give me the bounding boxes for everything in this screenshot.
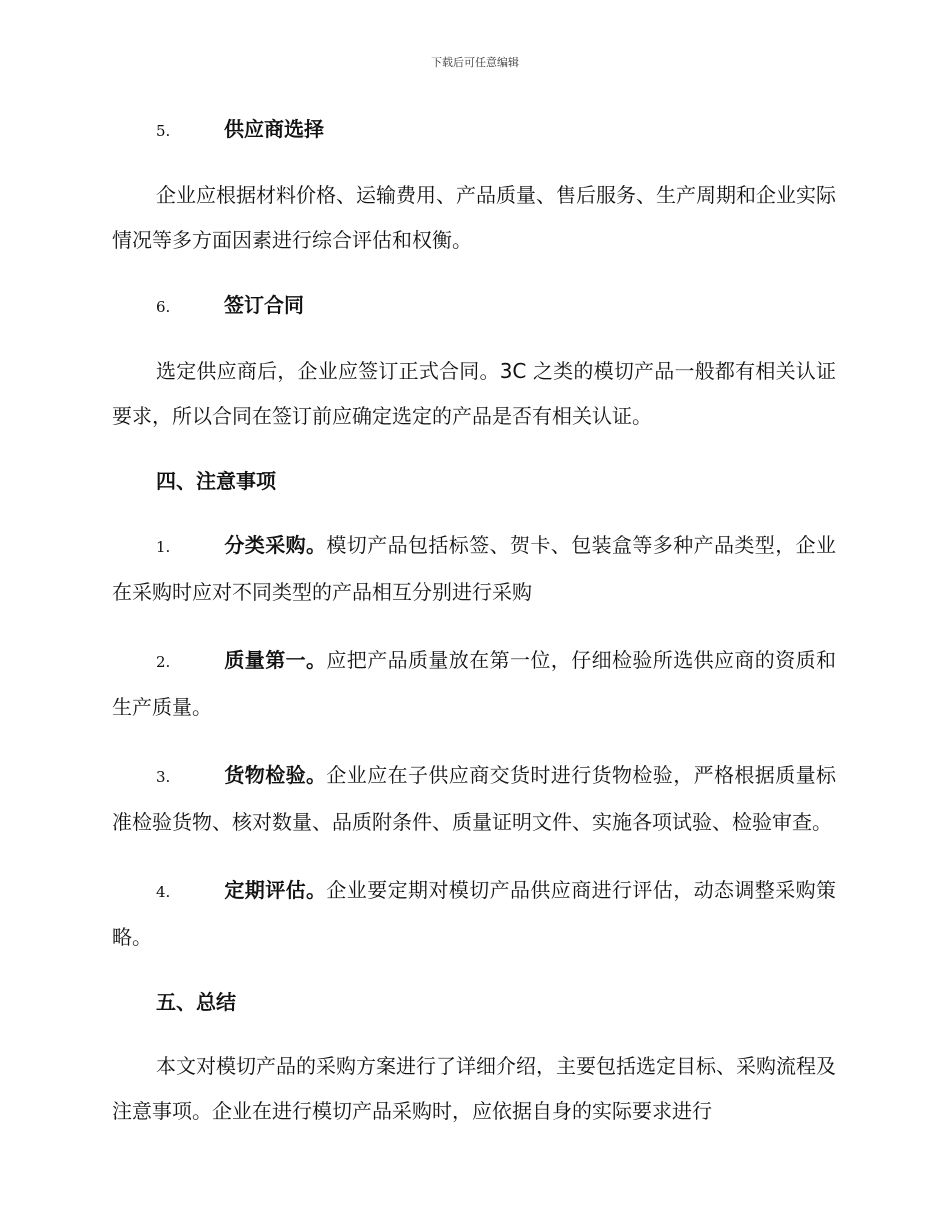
heading-sign-contract bbox=[112, 286, 836, 326]
heading-supplier-selection bbox=[112, 110, 836, 150]
list-lead: 货物检验。 bbox=[224, 763, 327, 787]
list-text: 模切产品包括标签、贺卡、包装盒等多种产品类型，企业在采购时应对不同类型的产品相互分别进行采购 bbox=[112, 533, 837, 604]
list-lead: 分类采购。 bbox=[224, 533, 327, 557]
list-item bbox=[112, 868, 836, 960]
heading-title: 签订合同 bbox=[224, 293, 304, 317]
paragraph-summary: 本文对模切产品的采购方案进行了详细介绍，主要包括选定目标、采购流程及注意事项。企业在进行模切产品采购时，应依据自身的实际要求进行 bbox=[112, 1054, 836, 1123]
list-number: 2. bbox=[156, 653, 171, 671]
heading-title: 供应商选择 bbox=[224, 117, 324, 141]
list-number: 4. bbox=[156, 883, 171, 901]
paragraph: 选定供应商后，企业应签订正式合同。3C 之类的模切产品一般都有相关认证要求，所以合同在签订前应确定选定的产品是否有相关认证。 bbox=[112, 359, 836, 428]
list-item bbox=[112, 523, 836, 615]
list-lead: 定期评估。 bbox=[224, 878, 327, 902]
list-text: 企业要定期对模切产品供应商进行评估，动态调整采购策略。 bbox=[112, 878, 837, 949]
list-item bbox=[112, 638, 836, 730]
list-number: 1. bbox=[156, 538, 171, 556]
heading-number: 6. bbox=[156, 298, 171, 316]
paragraph: 企业应根据材料价格、运输费用、产品质量、售后服务、生产周期和企业实际情况等多方面因素进行综合评估和权衡。 bbox=[112, 183, 836, 252]
heading-number: 5. bbox=[156, 122, 171, 140]
list-lead: 质量第一。 bbox=[224, 648, 327, 672]
document-body bbox=[112, 110, 836, 1157]
section-title-notes: 四、注意事项 bbox=[156, 469, 276, 493]
list-number: 3. bbox=[156, 768, 171, 786]
list-text: 应把产品质量放在第一位，仔细检验所选供应商的资质和生产质量。 bbox=[112, 648, 837, 719]
list-text: 企业应在子供应商交货时进行货物检验，严格根据质量标准检验货物、核对数量、品质附条件、质量证明文件、实施各项试验、检验审查。 bbox=[112, 763, 837, 834]
section-title-summary: 五、总结 bbox=[156, 990, 236, 1014]
list-item bbox=[112, 753, 836, 845]
page-header: 下载后可任意编辑 bbox=[431, 56, 519, 69]
